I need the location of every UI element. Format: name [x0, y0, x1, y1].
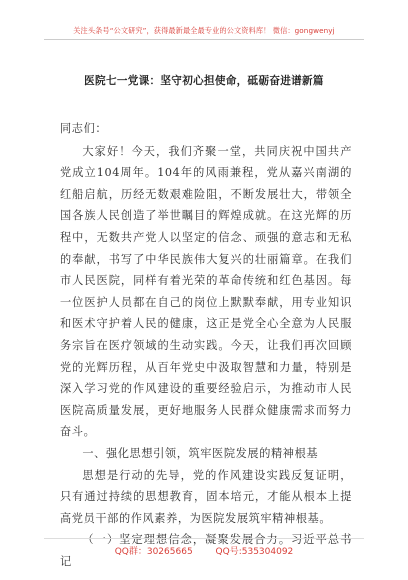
document-title: 医院七一党课：坚守初心担使命，砥砺奋进谱新篇 — [84, 75, 324, 87]
document-body — [60, 118, 352, 572]
footer-divider — [44, 538, 364, 539]
footer-qq-group: QQ群：30265665 — [114, 547, 193, 557]
footer-qq: QQ号:535304092 — [215, 547, 294, 557]
body-paragraph: 大家好！今天，我们齐聚一堂，共同庆祝中国共产党成立104周年。104年的风雨兼程，党从嘉兴南湖的红船启航，历经无数艰难险阻，不断发展壮大，带领全国各族人民创造了举世瞩目的辉煌成就。在这光辉的历程中，无数共产党人以坚定的信念、顽强的意志和无私的奉献，书写了中华民族伟大复兴的壮丽篇章。在我们市人民医院，同样有着光荣的革命传统和红色基因。每一位医护人员都在自己的岗位上默默奉献，用专业知识和医术守护着人民的健康，这正是党全心全意为人民服务宗旨在医疗领域的生动实践。今天，让我们再次回顾党的光辉历程，从百年党史中汲取智慧和力量，特别是深入学习党的作风建设的重要经验启示，为推动市人民医院高质量发展，更好地服务人民群众健康需求而努力奋斗。 — [60, 144, 352, 439]
body-paragraph: 思想是行动的先导，党的作风建设实践反复证明，只有通过持续的思想教育，固本培元，才能从根本上提高党员干部的作风素养，为医院发展筑牢精神根基。 — [60, 468, 352, 525]
footer-contact — [0, 544, 408, 557]
salutation: 同志们： — [60, 122, 108, 135]
section-heading: 一、强化思想引领，筑牢医院发展的精神根基 — [82, 446, 319, 460]
header-banner: 关注头条号“公文研究”，获得最新最全最专业的公文资料库！ 微信：gongwenyj — [73, 26, 335, 35]
subsection-heading: （一）坚定理想信念，凝聚发展合力。习近平总书记 — [60, 533, 352, 568]
header-divider — [44, 39, 364, 40]
